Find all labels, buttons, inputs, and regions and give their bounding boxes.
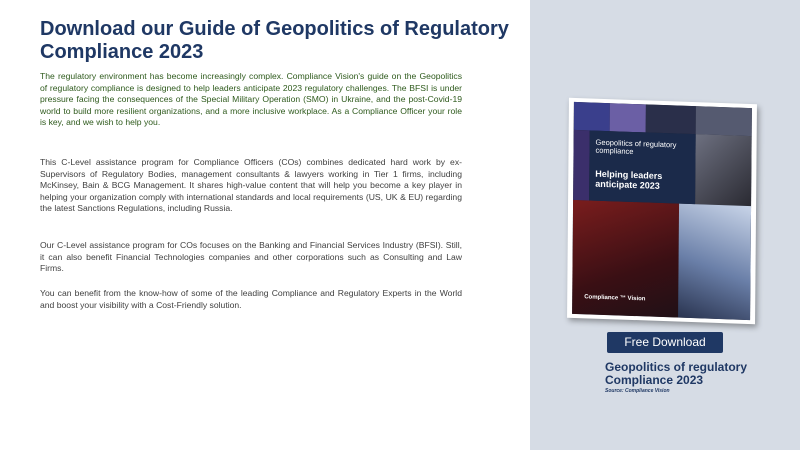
body-paragraph-3: You can benefit from the know-how of some of the leading Compliance and Regulatory Experts in the World and boost your visibility with a Cost-Friendly solution. (40, 288, 462, 310)
cover-title-panel (589, 130, 696, 204)
cover-tile (610, 103, 646, 132)
cover-portrait (695, 134, 752, 206)
cover-portrait (678, 204, 751, 320)
page-title: Download our Guide of Geopolitics of Regulatory Compliance 2023 (40, 18, 509, 63)
guide-cover-image[interactable] (567, 98, 757, 325)
cover-artwork (572, 102, 752, 320)
guide-title: Geopolitics of regulatory Compliance 2023 (605, 360, 748, 387)
body-paragraph-2: Our C-Level assistance program for COs focuses on the Banking and Financial Services Industry (BFSI). Still, it can also benefit Financial Technologies companies and other corporations such as Consulting and Law Firms. (40, 240, 462, 273)
cover-tile (696, 106, 752, 136)
free-download-button[interactable]: Free Download (607, 332, 723, 353)
cover-headline: Helping leaders anticipate 2023 (595, 168, 663, 191)
cover-tile (574, 102, 610, 131)
cover-brand-logo: Compliance ™ Vision (584, 294, 646, 303)
cover-tile (573, 130, 590, 201)
source-caption: Source: Compliance Vision (605, 388, 670, 394)
body-paragraph-1: This C-Level assistance program for Compliance Officers (COs) combines dedicated hard work by ex-Supervisors of Regulatory Bodies, management consultants & lawyers working in Tier 1 firms, including McKinsey, Bain & BCG Management. It shares high-value content that will help you become a key player in helping your organization comply with international standards and local requirements (US, UK & EU) regarding the latest Sanctions Regulations, including Russia. (40, 157, 462, 213)
intro-paragraph: The regulatory environment has become increasingly complex. Compliance Vision's guide on the Geopolitics of regulatory compliance is designed to help leaders anticipate 2023 regulatory challenges. The BFSI is under pressure facing the consequences of the Special Military Operation (SMO) in Ukraine, and the post-Covid-19 world to build more resilient organizations, and a more inclusive workplace. As a Compliance Officer your role is key, and we wish to help you. (40, 71, 462, 127)
cover-tile (646, 104, 696, 134)
cover-subtitle: Geopolitics of regulatory compliance (595, 137, 677, 156)
